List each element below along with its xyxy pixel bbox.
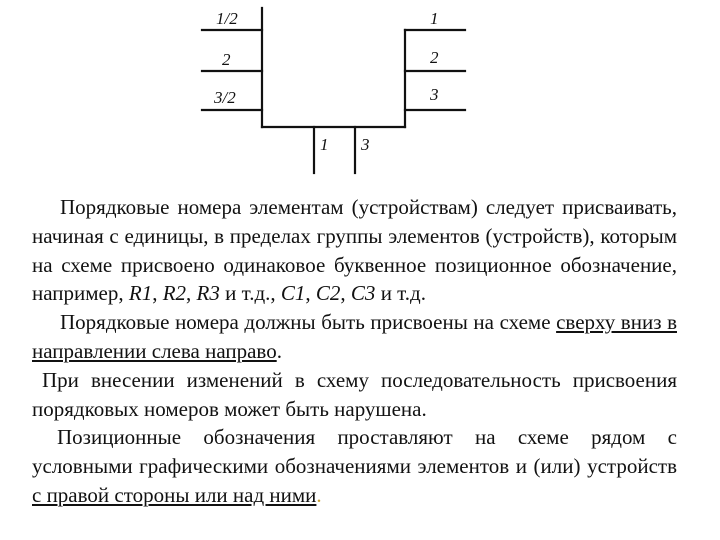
paragraph-changes: При внесении изменений в схему последовательность присвоения порядковых номеров может быть нарушена. [32,367,677,421]
right-pin-label-1: 1 [430,9,439,28]
left-pin-label-2: 2 [222,50,231,69]
diagram-lines [202,8,465,173]
left-pin-label-3: 3/2 [214,88,236,107]
designation-c2: C2 [315,281,341,306]
bottom-pin-label-3: 3 [361,135,370,154]
text-run: , [186,281,197,306]
text-run: и т.д., [219,281,281,306]
final-period: . [316,482,322,507]
text-run: и т.д. [375,281,426,306]
text-run: , [340,281,351,306]
underlined-phrase: с правой стороны или над ними [32,482,317,507]
text-run: , [152,281,163,306]
paragraph-numbering-order [32,308,677,366]
text-run: , [305,281,316,306]
right-pin-label-3: 3 [430,85,439,104]
right-pin-label-2: 2 [430,48,439,67]
text-run: Порядковые номера элементам (устройствам) следует присваивать, начиная с единицы, в пределах группы элементов (устройств), которым на схеме присвоено одинаковое буквенное позиционное обозначение, например, [32,195,677,306]
text-run: Позиционные обозначения проставляют на схеме рядом с условными графическими обозначениями элементов и (или) устройств [32,425,677,479]
designation-r1: R1 [128,281,153,306]
designation-c3: C3 [350,281,376,306]
text-run: Порядковые номера должны быть присвоены на схеме [60,310,557,335]
paragraph-placement [32,423,677,509]
body-text [32,193,677,510]
designation-c1: C1 [280,281,306,306]
left-pin-label-1: 1/2 [216,9,238,28]
paragraph-numbering-rule [32,193,677,308]
bottom-pin-label-1: 1 [320,135,329,154]
text-run: . [276,338,282,363]
schematic-diagram [0,0,720,190]
designation-r2: R2 [162,281,187,306]
underlined-phrase: сверху вниз в направлении слева направо [32,310,677,363]
designation-r3: R3 [196,281,220,306]
